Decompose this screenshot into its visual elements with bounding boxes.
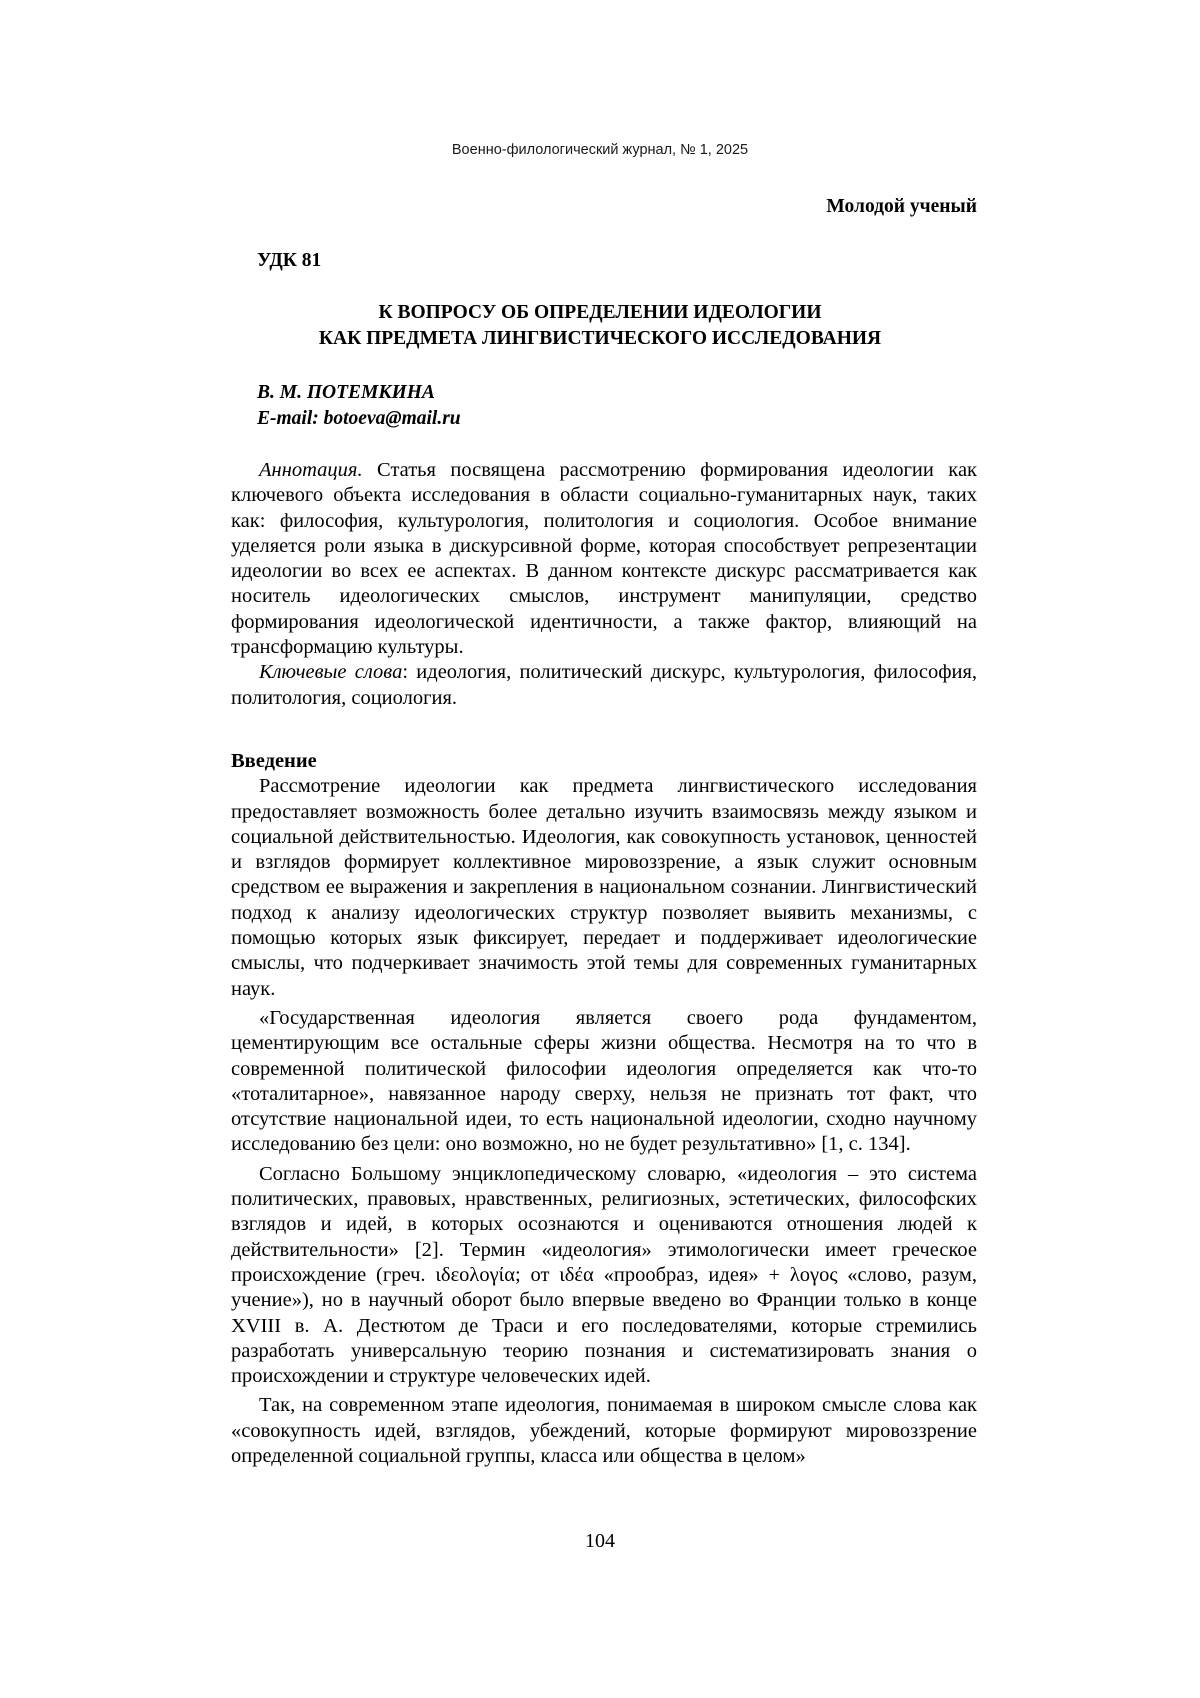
- page-number: 104: [585, 1530, 615, 1552]
- article-title-line-1: К ВОПРОСУ ОБ ОПРЕДЕЛЕНИИ ИДЕОЛОГИИ: [378, 302, 822, 323]
- udk-code: УДК 81: [257, 250, 322, 271]
- keywords-label: Ключевые слова: [259, 661, 403, 684]
- article-title: [0, 300, 1200, 352]
- keywords-text: : идеология, политический дискурс, культурология, философия, политология, социология.: [231, 661, 978, 709]
- article-title-line-2: КАК ПРЕДМЕТА ЛИНГВИСТИЧЕСКОГО ИССЛЕДОВАНИЯ: [318, 328, 882, 349]
- journal-running-head: Военно-филологический журнал, № 1, 2025: [451, 142, 749, 158]
- body-paragraph: Рассмотрение идеологии как предмета лингвистического исследования предоставляет возможность более детально изучить взаимосвязь между языком и социальной действительностью. Идеология, как совокупность установок, ценностей и взглядов формирует коллективное мировоззрение, а язык служит основным средством ее выражения и закрепления в национальном сознании. Лингвистический подход к анализу идеологических структур позволяет выявить механизмы, с помощью которых язык фиксирует, передает и поддерживает идеологические смыслы, что подчеркивает значимость этой темы для современных гуманитарных наук.: [231, 775, 977, 1000]
- author-block: [257, 380, 461, 432]
- keywords-paragraph: [231, 660, 977, 711]
- article-body: [231, 749, 977, 1469]
- body-paragraph: Так, на современном этапе идеология, понимаемая в широком смысле слова как «совокупность идей, взглядов, убеждений, которые формируют мировоззрение определенной социальной группы, класса или общества в целом»: [231, 1394, 977, 1468]
- abstract-paragraph: [231, 458, 977, 660]
- rubric-label: Молодой ученый: [826, 196, 977, 217]
- body-paragraph: «Государственная идеология является своего рода фундаментом, цементирующим все остальные сферы жизни общества. Несмотря на то что в современной политической философии идеология определяется как что-то «тоталитарное», навязанное народу сверху, нельзя не признать тот факт, что отсутствие национальной идеи, то есть национальной идеологии, сходно научному исследованию без цели: оно возможно, но не будет результативно» [1, с. 134].: [231, 1006, 977, 1156]
- author-name: В. М. ПОТЕМКИНА: [257, 382, 435, 403]
- section-heading: Введение: [231, 750, 317, 772]
- abstract-block: [231, 458, 977, 711]
- body-paragraph: Согласно Большому энциклопедическому словарю, «идеология – это система политических, правовых, нравственных, религиозных, эстетических, философских взглядов и идей, в которых осознаются и оцениваются отношения людей к действительности» [2]. Термин «идеология» этимологически имеет греческое происхождение (греч. ιδεολογία; от ιδέα «прообраз, идея» + λογος «слово, разум, учение»), но в научный оборот было впервые введено во Франции только в конце XVIII в. А. Дестютом де Траси и его последователями, которые стремились разработать универсальную теорию познания и систематизировать знания о происхождении и структуре человеческих идей.: [231, 1162, 977, 1388]
- abstract-text: Статья посвящена рассмотрению формирования идеологии как ключевого объекта исследования в области социально-гуманитарных наук, таких как: философия, культурология, политология и социология. Особое внимание уделяется роли языка в дискурсивной форме, которая способствует репрезентации идеологии во всех ее аспектах. В данном контексте дискурс рассматривается как носитель идеологических смыслов, инструмент манипуляции, средство формирования идеологической идентичности, а также фактор, влияющий на трансформацию культуры.: [231, 459, 978, 659]
- abstract-label: Аннотация.: [259, 459, 363, 481]
- author-email: E-mail: botoeva@mail.ru: [257, 408, 461, 429]
